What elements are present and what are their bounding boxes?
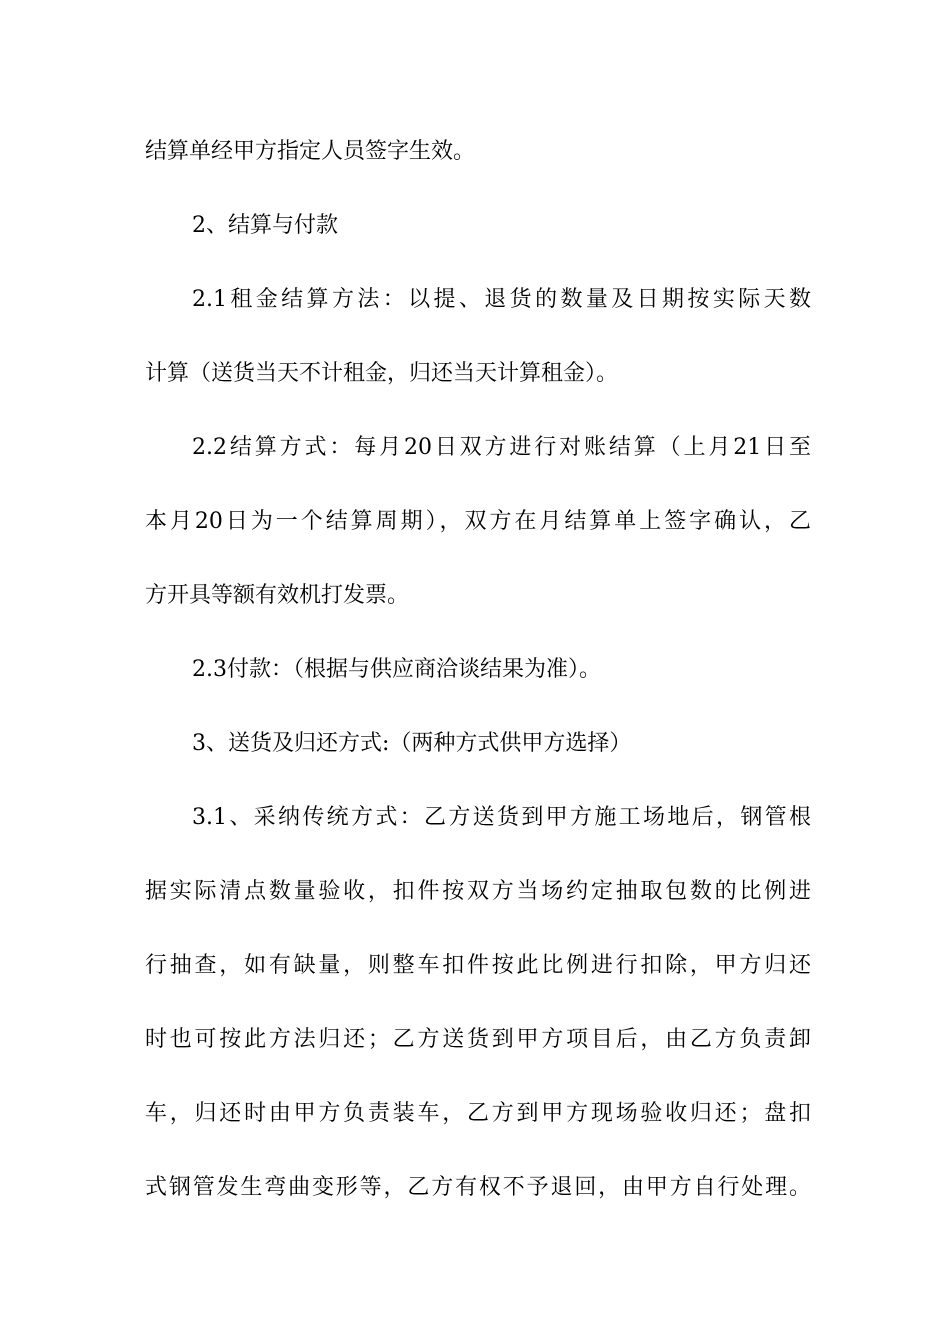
text-line: 方开具等额有效机打发票。 — [145, 583, 410, 608]
text-line: 本月20日为一个结算周期），双方在月结算单上签字确认，乙 — [145, 509, 811, 534]
text-line: 车，归还时由甲方负责装车，乙方到甲方现场验收归还；盘扣 — [145, 1101, 811, 1126]
text-line: 据实际清点数量验收，扣件按双方当场约定抽取包数的比例进 — [145, 879, 811, 904]
section-heading: 3、送货及归还方式:（两种方式供甲方选择） — [192, 731, 632, 756]
text-line: 3.1、采纳传统方式：乙方送货到甲方施工场地后，钢管根 — [192, 805, 811, 830]
section-heading: 2、结算与付款 — [192, 213, 338, 238]
text-line: 2.2结算方式：每月20日双方进行对账结算（上月21日至 — [192, 435, 811, 460]
text-line: 时也可按此方法归还；乙方送货到甲方项目后，由乙方负责卸 — [145, 1027, 811, 1052]
text-line: 计算（送货当天不计租金，归还当天计算租金）。 — [145, 361, 619, 386]
text-line: 2.3付款：（根据与供应商洽谈结果为准）。 — [192, 657, 601, 682]
text-line: 结算单经甲方指定人员签字生效。 — [145, 139, 476, 164]
text-line: 2.1租金结算方法：以提、退货的数量及日期按实际天数 — [192, 287, 811, 312]
text-line: 式钢管发生弯曲变形等，乙方有权不予退回，由甲方自行处理。 — [145, 1175, 811, 1200]
document-body — [145, 128, 811, 1238]
text-line: 行抽查，如有缺量，则整车扣件按此比例进行扣除，甲方归还 — [145, 953, 811, 978]
